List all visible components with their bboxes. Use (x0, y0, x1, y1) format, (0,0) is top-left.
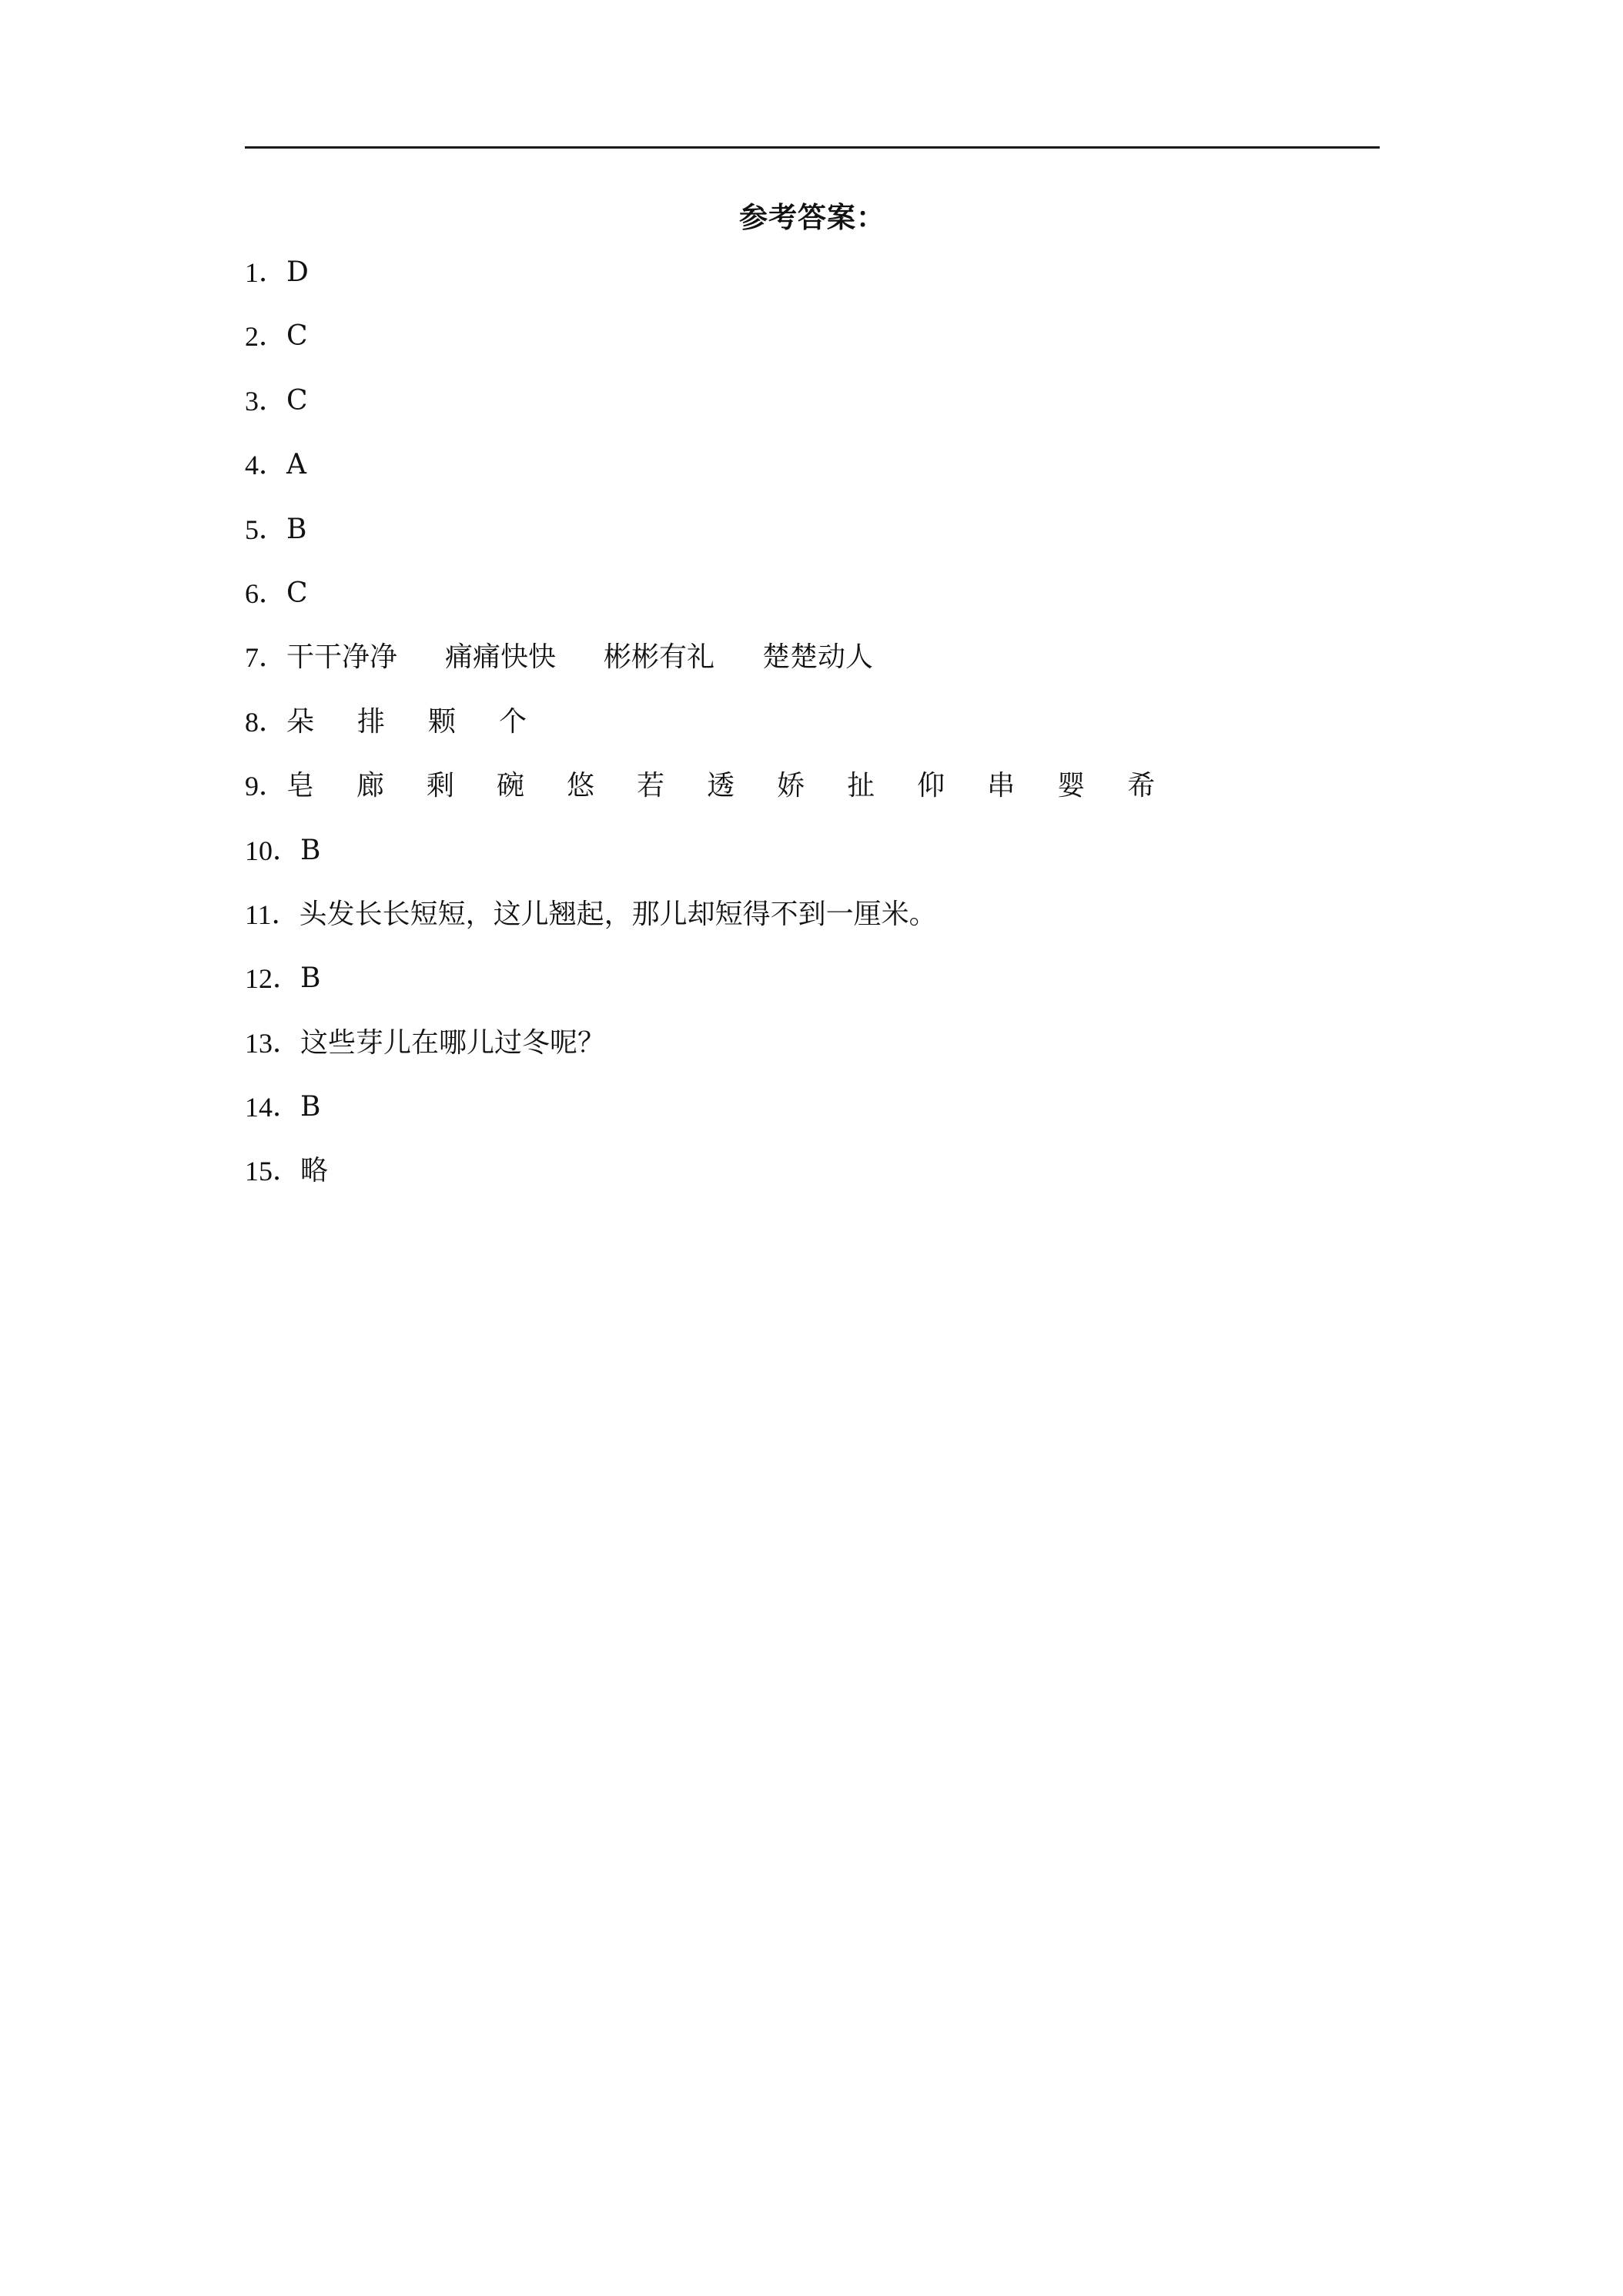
answer-text: B (300, 834, 321, 866)
answer-token: 若 (637, 770, 665, 802)
answer-text: 略 (300, 1155, 329, 1187)
answer-number: 13 (245, 1027, 273, 1059)
answer-item-7 (245, 635, 1380, 699)
answer-token: 娇 (777, 770, 805, 802)
answer-token: 朵 (286, 705, 315, 738)
answer-token: 剩 (427, 770, 455, 802)
answer-token: 婴 (1057, 770, 1086, 802)
answer-item-14 (245, 1085, 1380, 1149)
answer-token: 廊 (356, 770, 385, 802)
answer-number: 3 (245, 385, 259, 417)
answer-token: 皂 (286, 770, 315, 802)
answer-token: 悠 (567, 770, 595, 802)
answer-token-group (286, 700, 527, 745)
answer-number: 2 (245, 321, 259, 353)
answer-separator: ． (259, 320, 287, 353)
answer-token: 干干净净 (286, 641, 398, 674)
header-rule (245, 146, 1380, 149)
answer-item-11 (245, 892, 1380, 956)
answer-number: 12 (245, 963, 273, 995)
answer-item-2 (245, 314, 1380, 378)
answer-token: 扯 (847, 770, 875, 802)
answer-separator: ． (273, 1091, 301, 1123)
answer-number: 8 (245, 706, 259, 738)
answer-token: 排 (357, 705, 386, 738)
answer-item-15 (245, 1149, 1380, 1213)
answer-number: 10 (245, 835, 273, 866)
answer-text: C (286, 384, 308, 417)
answer-number: 4 (245, 450, 259, 481)
answer-separator: ． (259, 641, 287, 674)
answer-token: 串 (987, 770, 1016, 802)
answer-number: 9 (245, 771, 259, 802)
answer-item-3 (245, 379, 1380, 443)
answer-token-group (286, 635, 873, 680)
answer-separator: ． (259, 384, 287, 417)
answer-item-6 (245, 571, 1380, 635)
answer-item-8 (245, 700, 1380, 764)
page-title: 参考答案： (739, 201, 885, 234)
answer-item-4 (245, 443, 1380, 507)
answer-item-12 (245, 956, 1380, 1020)
answer-text: 头发长长短短，这儿翘起，那儿却短得不到一厘米。 (299, 898, 937, 930)
answer-item-1 (245, 250, 1380, 314)
answer-token: 个 (499, 705, 527, 738)
answer-token: 颗 (428, 705, 457, 738)
answer-separator: ． (273, 834, 301, 866)
answer-item-9 (245, 764, 1380, 828)
answer-token-group (286, 764, 1155, 808)
answer-token: 痛痛快快 (445, 641, 557, 674)
answer-token: 希 (1127, 770, 1156, 802)
answer-number: 1 (245, 257, 259, 288)
answer-separator: ． (273, 1155, 301, 1187)
answer-separator: ． (259, 770, 287, 802)
answer-number: 11 (245, 899, 272, 930)
answer-token: 透 (707, 770, 735, 802)
answer-token: 彬彬有礼 (604, 641, 715, 674)
answer-text: C (286, 577, 308, 609)
answer-separator: ． (273, 1026, 301, 1059)
answer-separator: ． (259, 256, 287, 288)
answer-text: 这些芽儿在哪儿过冬呢？ (300, 1026, 606, 1059)
answer-separator: ． (271, 898, 300, 930)
answer-separator: ． (259, 705, 287, 738)
answer-number: 14 (245, 1092, 273, 1123)
answer-text: B (286, 513, 307, 545)
answer-item-10 (245, 828, 1380, 892)
answer-number: 5 (245, 514, 259, 545)
answer-number: 15 (245, 1156, 273, 1187)
answer-token: 楚楚动人 (762, 641, 874, 674)
answer-item-13 (245, 1021, 1380, 1085)
answer-text: D (286, 256, 309, 288)
answer-list (245, 250, 1380, 1213)
answer-text: A (286, 449, 306, 481)
answer-text: B (300, 962, 321, 995)
answer-separator: ． (259, 577, 287, 609)
answer-separator: ． (259, 513, 287, 545)
answer-text: B (300, 1091, 321, 1123)
answer-number: 6 (245, 577, 259, 609)
answer-token: 仰 (917, 770, 945, 802)
answer-text: C (286, 320, 308, 353)
answer-separator: ． (273, 962, 301, 995)
answer-number: 7 (245, 642, 259, 674)
answer-item-5 (245, 507, 1380, 571)
answer-token: 碗 (497, 770, 525, 802)
answer-separator: ． (259, 449, 287, 481)
